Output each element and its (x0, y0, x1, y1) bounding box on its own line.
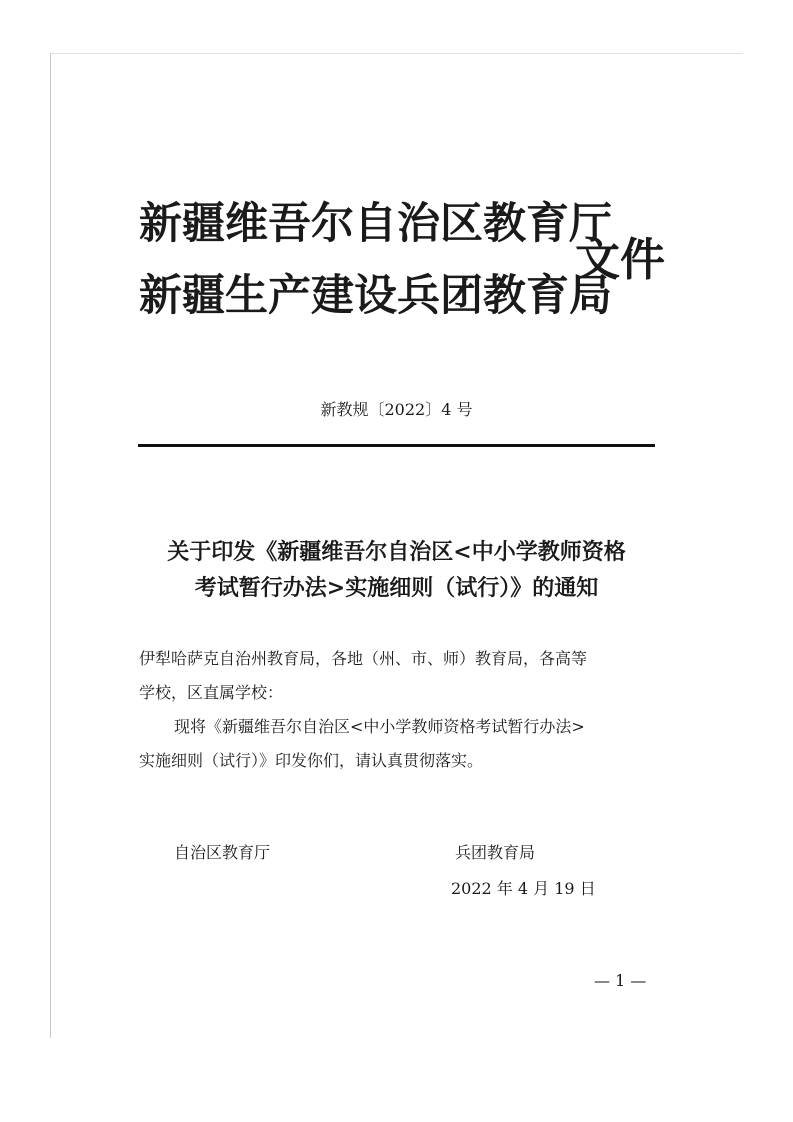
page-number: — 1 — (594, 971, 647, 990)
issuer-name-2: 新疆生产建设兵团教育局 (139, 271, 612, 321)
document-type-label: 文件 (575, 233, 666, 286)
recipients-line-1: 伊犁哈萨克自治州教育局，各地（州、市、师）教育局，各高等 (139, 649, 588, 668)
recipients-line-2: 学校，区直属学校： (139, 683, 284, 702)
notice-title-line-1: 关于印发《新疆维吾尔自治区<中小学教师资格 (167, 539, 626, 565)
signature-date: 2022 年 4 月 19 日 (451, 879, 596, 898)
content-line-2: 实施细则（试行）》印发你们，请认真贯彻落实。 (139, 751, 484, 770)
header-divider (138, 444, 655, 447)
issuer-name-1: 新疆维吾尔自治区教育厅 (139, 199, 612, 249)
notice-body (139, 642, 659, 778)
notice-title-line-2: 考试暂行办法>实施细则（试行）》的通知 (194, 575, 599, 601)
content-line-1: 现将《新疆维吾尔自治区<中小学教师资格考试暂行办法> (174, 717, 585, 736)
signature-left: 自治区教育厅 (174, 843, 271, 862)
document-header (139, 190, 666, 360)
notice-title (0, 534, 793, 606)
signature-right: 兵团教育局 (455, 843, 536, 862)
document-number: 新教规〔2022〕4 号 (320, 400, 473, 419)
